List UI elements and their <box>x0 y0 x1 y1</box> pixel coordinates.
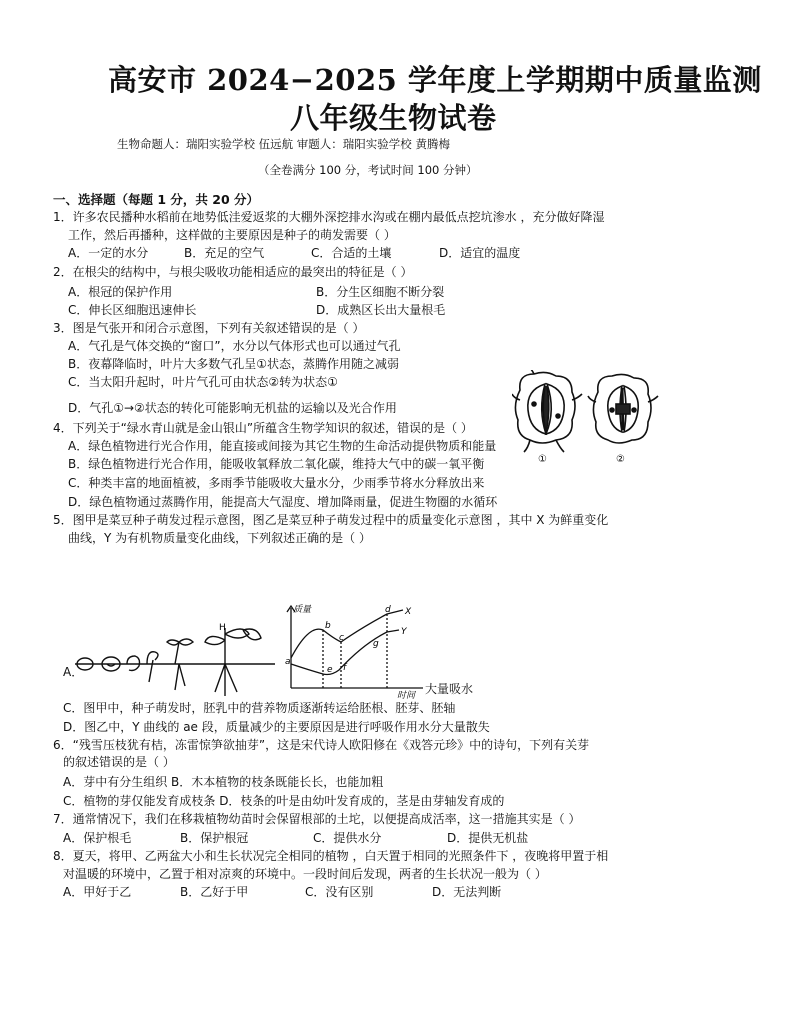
q2-stem: 2．在根尖的结构中，与根尖吸收功能相适应的最突出的特征是（ ） <box>53 265 413 279</box>
q4-option-a: A．绿色植物进行光合作用，能直接或间接为其它生物的生命活动提供物质和能量 <box>68 439 497 453</box>
q6-stem-line2: 的叙述错误的是（ ） <box>63 755 175 769</box>
q3-option-b: B．夜幕降临时，叶片大多数气孔呈①状态，蒸腾作用随之减弱 <box>68 357 399 371</box>
q5-stem-line2: 曲线，Y 为有机物质量变化曲线，下列叙述正确的是（ ） <box>68 531 371 545</box>
graph-point-c: c <box>339 633 344 643</box>
mass-change-graph <box>283 604 433 700</box>
stoma-label-1: ① <box>538 454 547 465</box>
q8-option-c: C．没有区别 <box>305 885 374 899</box>
q2-option-c: C．伸长区细胞迅速伸长 <box>68 303 197 317</box>
score-note: （全卷满分 100 分，考试时间 100 分钟） <box>258 163 478 177</box>
exam-title-line1: 高安市 2024−2025 学年度上学期期中质量监测 <box>108 63 762 97</box>
q7-option-b: B．保护根冠 <box>180 831 249 845</box>
q8-option-d: D．无法判断 <box>432 885 502 899</box>
graph-xlabel: 时间 <box>397 691 416 700</box>
q2-option-d: D．成熟区长出大量根毛 <box>316 303 446 317</box>
q5-option-c: C．图甲中，种子萌发时，胚乳中的营养物质逐渐转运给胚根、胚芽、胚轴 <box>63 701 456 715</box>
exam-title-line2: 八年级生物试卷 <box>290 101 497 135</box>
q1-stem-line1: 1．许多农民播种水稻前在地势低洼爱返浆的大棚外深挖排水沟或在棚内最低点挖坑渗水 ，充分做好降湿 <box>53 210 605 224</box>
stoma-closed-drawing <box>588 374 658 443</box>
graph-curve-x-label: X <box>405 607 412 617</box>
q1-stem-line2: 工作，然后再播种，这样做的主要原因是种子的萌发需要（ ） <box>68 228 396 242</box>
q6-stem-line1: 6．“残雪压枝犹有桔，冻雷惊笋欲抽芽”，这是宋代诗人欧阳修在《戏答元珍》中的诗句，下列有关芽 <box>53 738 590 752</box>
q3-option-a: A．气孔是气体交换的“窗口”，水分以气体形式也可以通过气孔 <box>68 339 401 353</box>
q8-option-a: A．甲好于乙 <box>63 885 132 899</box>
q5-stem-line1: 5．图甲是菜豆种子萌发过程示意图，图乙是菜豆种子萌发过程中的质量变化示意图 ，其中 X 为鲜重变化 <box>53 513 609 527</box>
q4-stem: 4．下列关于“绿水青山就是金山银山”所蕴含生物学知识的叙述，错误的是（ ） <box>53 421 473 435</box>
q8-stem-line2: 对温暖的环境中，乙置于相对凉爽的环境中。一段时间后发现，两者的生长状况一般为（ ） <box>63 867 547 881</box>
graph-point-g: g <box>373 639 379 649</box>
q7-stem: 7．通常情况下，我们在移栽植物幼苗时会保留根部的土坨，以便提高成活率，这一措施其实是（ ） <box>53 812 581 826</box>
seed-germination-figure <box>75 620 275 700</box>
graph-point-a: a <box>285 657 291 667</box>
q5-option-b-tail: 大量吸水 <box>425 682 474 696</box>
stoma-open-drawing <box>512 370 582 452</box>
stomata-figure <box>512 370 662 465</box>
q7-option-d: D．提供无机盐 <box>447 831 529 845</box>
section-heading: 一、选择题（每题 1 分，共 20 分） <box>53 192 260 207</box>
q8-option-b: B．乙好于甲 <box>180 885 249 899</box>
q5-option-a: A． <box>63 665 84 679</box>
q8-stem-line1: 8．夏天，将甲、乙两盆大小和生长状况完全相同的植物 ，白天置于相同的光照条件下 ，夜晚将甲置于相 <box>53 849 609 863</box>
q3-stem: 3．图是气张开和闭合示意图，下列有关叙述错误的是（ ） <box>53 321 365 335</box>
q1-option-c: C．合适的土壤 <box>311 246 392 260</box>
q4-option-b: B．绿色植物进行光合作用，能吸收氧释放二氧化碳，维持大气中的碳一氧平衡 <box>68 457 485 471</box>
q7-option-a: A．保护根毛 <box>63 831 132 845</box>
graph-point-b: b <box>325 621 331 631</box>
stoma-label-2: ② <box>616 454 625 465</box>
seed-figure-label-h: H <box>219 623 226 633</box>
graph-point-d: d <box>385 605 391 615</box>
q7-option-c: C．提供水分 <box>313 831 382 845</box>
q4-option-d: D．绿色植物通过蒸腾作用，能提高大气湿度、增加降雨量，促进生物圈的水循环 <box>68 495 498 509</box>
graph-point-e: e <box>327 665 333 675</box>
q1-option-b: B．充足的空气 <box>184 246 265 260</box>
q2-option-b: B．分生区细胞不断分裂 <box>316 285 445 299</box>
graph-curve-y-label: Y <box>401 627 407 637</box>
curve-x <box>291 610 403 658</box>
q6-options-cd: C．植物的芽仅能发育成枝条 D．枝条的叶是由幼叶发育成的，茎是由芽轴发育成的 <box>63 794 505 808</box>
q6-options-ab: A．芽中有分生组织 B．木本植物的枝条既能长长，也能加粗 <box>63 775 384 789</box>
q2-option-a: A．根冠的保护作用 <box>68 285 173 299</box>
graph-ylabel: 质量 <box>293 605 312 615</box>
q1-option-d: D．适宜的温度 <box>439 246 521 260</box>
q3-option-d: D．气孔①→②状态的转化可能影响无机盐的运输以及光合作用 <box>68 401 397 415</box>
q3-option-c: C．当太阳升起时，叶片气孔可由状态②转为状态① <box>68 375 338 389</box>
q5-option-d: D．图乙中，Y 曲线的 ae 段，质量减少的主要原因是进行呼吸作用水分大量散失 <box>63 720 490 734</box>
graph-point-f: f <box>343 663 347 673</box>
q1-option-a: A．一定的水分 <box>68 246 149 260</box>
q4-option-c: C．种类丰富的地面植被，多雨季节能吸收大量水分，少雨季节将水分释放出来 <box>68 476 485 490</box>
exam-authors: 生物命题人：瑞阳实验学校 伍远航 审题人：瑞阳实验学校 黄腾梅 <box>117 137 450 151</box>
